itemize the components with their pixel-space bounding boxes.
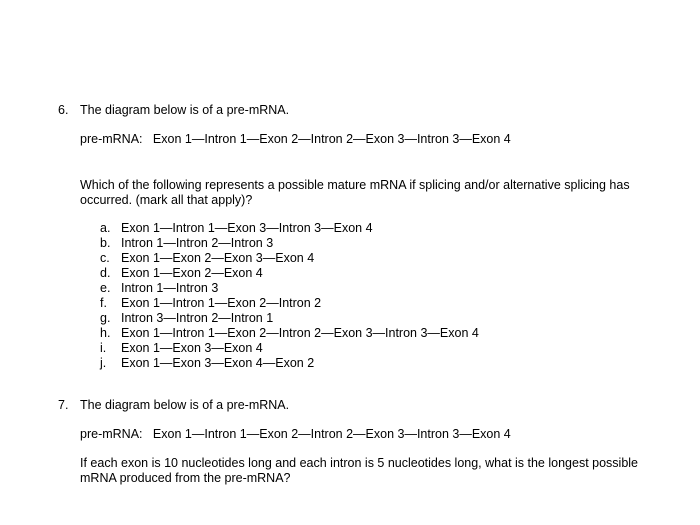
option-letter: c. <box>100 251 110 265</box>
question-number: 6. <box>58 103 69 117</box>
option-text: Exon 1—Exon 2—Exon 4 <box>121 266 263 280</box>
option-letter: b. <box>100 236 111 250</box>
option-letter: e. <box>100 281 111 295</box>
question-number: 7. <box>58 398 69 412</box>
option-text: Exon 1—Exon 3—Exon 4—Exon 2 <box>121 356 315 370</box>
option-letter: d. <box>100 266 111 280</box>
option-letter: a. <box>100 221 111 235</box>
option-text: Intron 1—Intron 2—Intron 3 <box>121 236 274 250</box>
pre-mrna-diagram: pre-mRNA: Exon 1—Intron 1—Exon 2—Intron 2—Exon 3—Intron 3—Exon 4 <box>80 427 511 441</box>
question-prompt: If each exon is 10 nucleotides long and each intron is 5 nucleotides long, what is the longest possible mRNA produced from the pre-mRNA? <box>80 456 639 485</box>
option-text: Exon 1—Intron 1—Exon 3—Intron 3—Exon 4 <box>121 221 373 235</box>
question-prompt: Which of the following represents a possible mature mRNA if splicing and/or alternative splicing has occurred. (mark all that apply)? <box>80 178 630 207</box>
question-intro: The diagram below is of a pre-mRNA. <box>80 398 290 412</box>
option-text: Exon 1—Intron 1—Exon 2—Intron 2 <box>121 296 322 310</box>
option-letter: f. <box>100 296 107 310</box>
option-text: Intron 3—Intron 2—Intron 1 <box>121 311 274 325</box>
option-text: Exon 1—Intron 1—Exon 2—Intron 2—Exon 3—Intron 3—Exon 4 <box>121 326 479 340</box>
question-intro: The diagram below is of a pre-mRNA. <box>80 103 290 117</box>
option-letter: h. <box>100 326 111 340</box>
option-text: Exon 1—Exon 2—Exon 3—Exon 4 <box>121 251 315 265</box>
option-text: Exon 1—Exon 3—Exon 4 <box>121 341 263 355</box>
option-letter: g. <box>100 311 111 325</box>
pre-mrna-diagram: pre-mRNA: Exon 1—Intron 1—Exon 2—Intron 2—Exon 3—Intron 3—Exon 4 <box>80 132 511 146</box>
option-letter: i. <box>100 341 107 355</box>
option-text: Intron 1—Intron 3 <box>121 281 219 295</box>
option-letter: j. <box>100 356 107 370</box>
